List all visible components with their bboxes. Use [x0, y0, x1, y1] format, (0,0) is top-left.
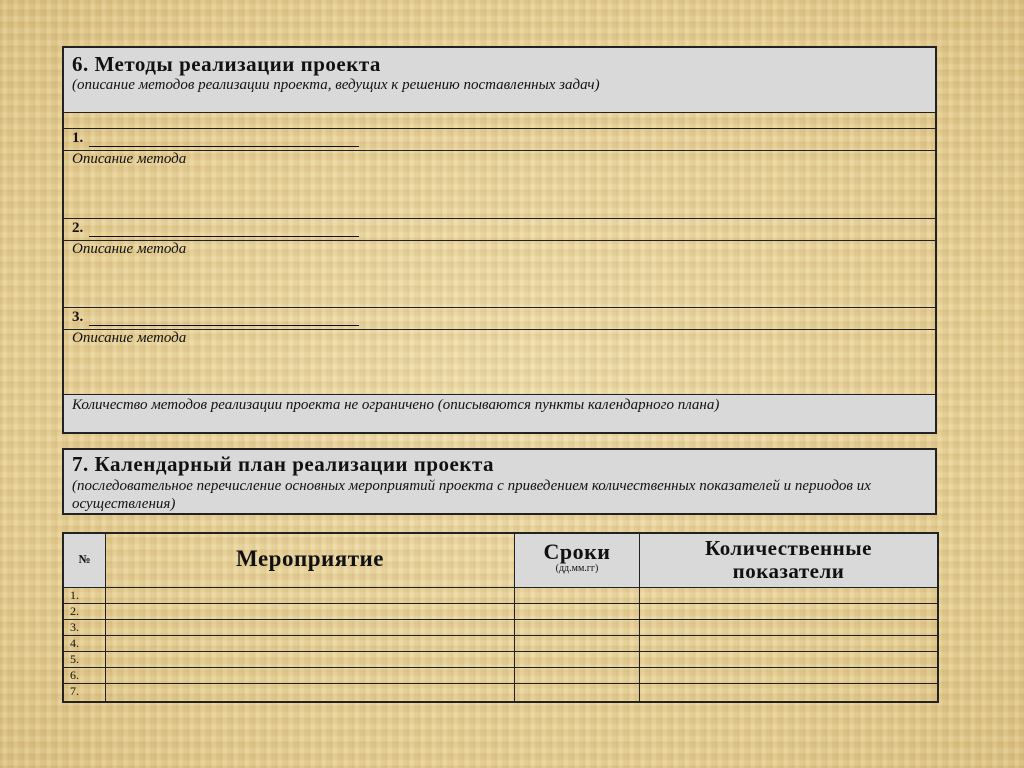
method-1-description: Описание метода — [72, 151, 187, 167]
method-2-row — [64, 218, 935, 240]
header-number-label: № — [78, 552, 91, 566]
method-2-description: Описание метода — [72, 241, 187, 257]
header-indicators-line2: показатели — [732, 559, 845, 583]
method-3-description-row — [64, 329, 935, 394]
section-7-subtitle: (последовательное перечисление основных мероприятий проекта с приведением количественных показателей и периодов их осуществления) — [72, 478, 871, 512]
section-6-subtitle: (описание методов реализации проекта, ведущих к решению поставленных задач) — [72, 77, 600, 93]
method-1-row — [64, 128, 935, 150]
section-6-methods — [62, 46, 937, 434]
table-row-number: 2. — [70, 604, 79, 618]
section-6-header — [64, 48, 935, 112]
header-indicators — [640, 534, 937, 588]
table-row-number: 3. — [70, 620, 79, 634]
method-3-description: Описание метода — [72, 330, 187, 346]
method-1-description-row — [64, 150, 935, 218]
header-event — [106, 534, 515, 588]
header-number — [64, 534, 106, 588]
method-2-description-row — [64, 240, 935, 307]
header-dates-label: Сроки — [543, 539, 611, 564]
table-row-number: 4. — [70, 636, 79, 650]
section-6-footer-text: Количество методов реализации проекта не ограничено (описываются пункты календарного плана) — [72, 397, 720, 413]
method-3-name-line[interactable] — [89, 306, 359, 326]
table-row-number: 1. — [70, 588, 79, 602]
calendar-plan-table — [62, 532, 939, 703]
method-3-number: 3. — [72, 309, 84, 325]
header-dates-format: (дд.мм.гг) — [555, 563, 599, 574]
table-row-number: 5. — [70, 652, 79, 666]
table-row-number: 6. — [70, 668, 79, 682]
section-6-title: 6. Методы реализации проекта — [72, 52, 381, 76]
section-7-calendar-plan — [62, 448, 937, 515]
method-1-number: 1. — [72, 130, 84, 146]
header-dates — [515, 534, 640, 588]
method-3-row — [64, 307, 935, 329]
method-1-name-line[interactable] — [89, 127, 359, 147]
spacer-row — [64, 112, 935, 128]
header-indicators-line1: Количественные — [705, 536, 872, 560]
method-2-number: 2. — [72, 220, 84, 236]
section-7-title: 7. Календарный план реализации проекта — [72, 452, 495, 476]
header-event-label: Мероприятие — [236, 546, 384, 571]
method-2-name-line[interactable] — [89, 217, 359, 237]
table-row-number: 7. — [70, 684, 79, 698]
section-6-footer — [64, 394, 935, 432]
